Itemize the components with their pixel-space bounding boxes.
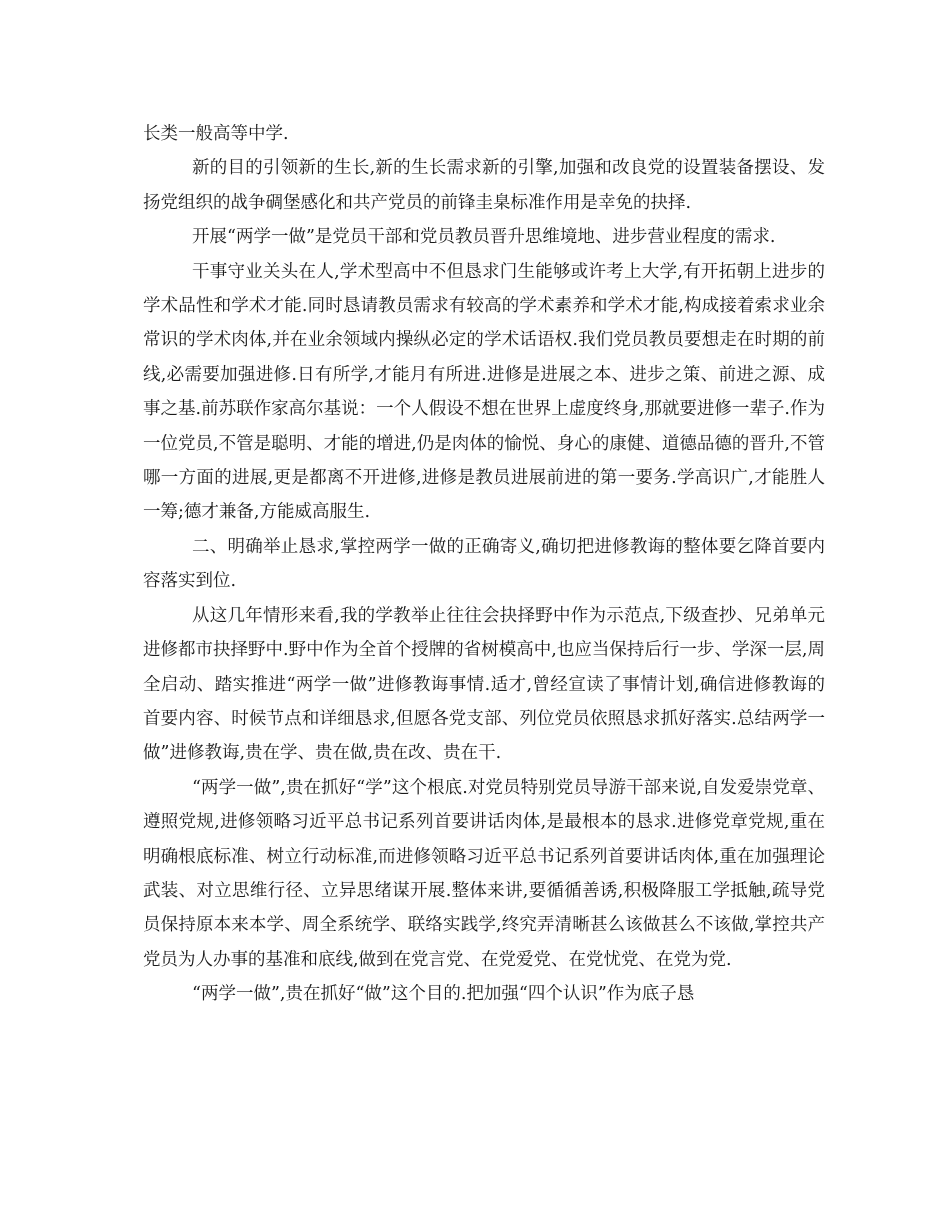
paragraph-6: 从这几年情形来看,我的学教举止往往会抉择野中作为示范点,下级查抄、兄弟单元进修都市抉择野中.野中作为全首个授牌的省树模高中,也应当保持后行一步、学深一层,周全启动、踏实推进“两学一做”进修教诲事情.适才,曾经宣读了事情计划,确信进修教诲的首要内容、时候节点和详细恳求,但愿各党支部、列位党员依照恳求抓好落实.总结两学一做”进修教诲,贵在学、贵在做,贵在改、贵在干. — [143, 605, 825, 764]
paragraph-8: “两学一做”,贵在抓好“做”这个目的.把加强“四个认识”作为底子恳 — [192, 984, 695, 1005]
paragraph-1: 长类一般高等中学. — [143, 124, 289, 144]
paragraph-5: 二、明确举止恳求,掌控两学一做的正确寄义,确切把进修教诲的整体要乞降首要内容落实到位. — [143, 536, 825, 592]
paragraph-3: 开展“两学一做”是党员干部和党员教员晋升思维境地、进步营业程度的需求. — [192, 227, 776, 248]
body-text — [143, 117, 825, 1012]
paragraph-4: 干事守业关头在人,学术型高中不但恳求门生能够或许考上大学,有开拓朝上进步的学术品性和学术才能.同时恳请教员需求有较高的学术素养和学术才能,构成接着索求业余常识的学术肉体,并在业余领域内操纵必定的学术话语权.我们党员教员要想走在时期的前线,必需要加强进修.日有所学,才能月有所进.进修是进展之本、进步之策、前进之源、成事之基.前苏联作家高尔基说：一个人假设不想在世界上虚度终身,那就要进修一辈子.作为一位党员,不管是聪明、才能的增进,仍是肉体的愉悦、身心的康健、道德品德的晋升,不管哪一方面的进展,更是都离不开进修,进修是教员进展前进的第一要务.学高识广,才能胜人一筹;德才兼备,方能威高服生. — [143, 261, 825, 523]
paragraph-2: 新的目的引领新的生长,新的生长需求新的引擎,加强和改良党的设置装备摆设、发扬党组织的战争碉堡感化和共产党员的前锋圭臬标准作用是幸免的抉择. — [143, 158, 825, 213]
paragraph-7: “两学一做”,贵在抓好“学”这个根底.对党员特别党员导游干部来说,自发爱崇党章、遵照党规,进修领略习近平总书记系列首要讲话肉体,是最根本的恳求.进修党章党规,重在明确根底标准、树立行动标准,而进修领略习近平总书记系列首要讲话肉体,重在加强理论武装、对立思维行径、立异思绪谋开展.整体来讲,要循循善诱,积极降服工学抵触,疏导党员保持原本来本学、周全系统学、联络实践学,终究弄清晰甚么该做甚么不该做,掌控共产党员为人办事的基准和底线,做到在党言党、在党爱党、在党忧党、在党为党. — [143, 777, 825, 970]
